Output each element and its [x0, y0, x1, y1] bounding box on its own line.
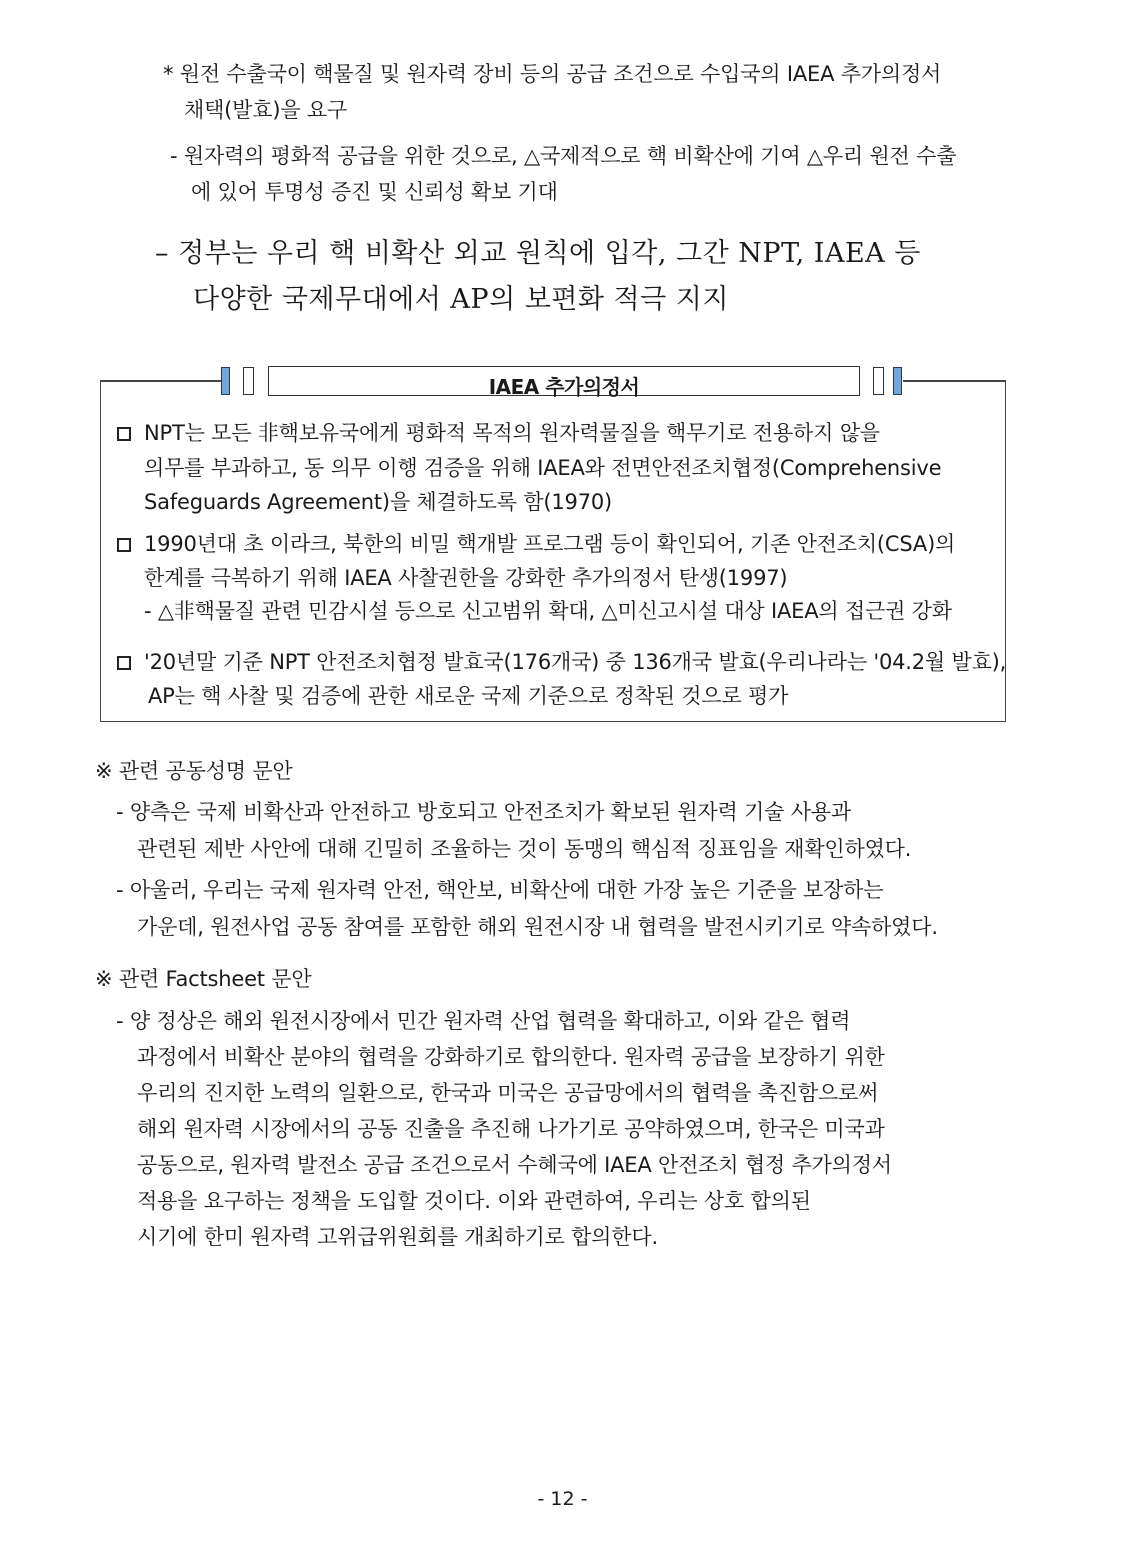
note-star-line-1: * 원전 수출국이 핵물질 및 원자력 장비 등의 공급 조건으로 수입국의 IAEA 추가의정서 [163, 62, 942, 86]
box-title-frame [268, 366, 860, 399]
box-top-line-left [100, 380, 221, 382]
factsheet-line-5: 공동으로, 원자력 발전소 공급 조건으로서 수혜국에 IAEA 안전조치 협정 추가의정서 [137, 1153, 892, 1177]
joint-statement-p2-line-1: - 아울러, 우리는 국제 원자력 안전, 핵안보, 비확산에 대한 가장 높은 기준을 보장하는 [116, 878, 884, 902]
joint-statement-p1-line-1: - 양측은 국제 비확산과 안전하고 방호되고 안전조치가 확보된 원자력 기술 사용과 [116, 800, 851, 824]
box-item-3-line-2: AP는 핵 사찰 및 검증에 관한 새로운 국제 기준으로 정착된 것으로 평가 [148, 684, 789, 708]
factsheet-line-7: 시기에 한미 원자력 고위급위원회를 개최하기로 합의한다. [137, 1225, 658, 1249]
box-item-1-line-3: Safeguards Agreement)을 체결하도록 함(1970) [144, 490, 613, 514]
page-number: - 12 - [537, 1488, 588, 1510]
decor-right-blue-bar [893, 367, 902, 395]
policy-line-1: – 정부는 우리 핵 비확산 외교 원칙에 입각, 그간 NPT, IAEA 등 [155, 238, 921, 269]
factsheet-line-6: 적용을 요구하는 정책을 도입할 것이다. 이와 관련하여, 우리는 상호 합의된 [137, 1189, 811, 1213]
decor-left-blue-bar [221, 367, 230, 395]
factsheet-line-4: 해외 원자력 시장에서의 공동 진출을 추진해 나가기로 공약하였으며, 한국은 미국과 [137, 1117, 885, 1141]
box-item-2-line-2: 한계를 극복하기 위해 IAEA 사찰권한을 강화한 추가의정서 탄생(1997) [144, 566, 788, 590]
joint-statement-p1-line-2: 관련된 제반 사안에 대해 긴밀히 조율하는 것이 동맹의 핵심적 징표임을 재확인하였다. [137, 837, 912, 861]
checkbox-bullet-icon [117, 656, 131, 670]
factsheet-heading: ※ 관련 Factsheet 문안 [95, 967, 312, 991]
checkbox-bullet-icon [117, 427, 131, 441]
box-item-2-line-1: 1990년대 초 이라크, 북한의 비밀 핵개발 프로그램 등이 확인되어, 기존 안전조치(CSA)의 [144, 532, 956, 556]
box-item-3-line-1: '20년말 기준 NPT 안전조치협정 발효국(176개국) 중 136개국 발효(우리나라는 '04.2월 발효), [144, 650, 1007, 674]
checkbox-bullet-icon [117, 538, 131, 552]
joint-statement-heading: ※ 관련 공동성명 문안 [95, 759, 293, 783]
box-item-2-sub: - △非핵물질 관련 민감시설 등으로 신고범위 확대, △미신고시설 대상 IAEA의 접근권 강화 [144, 599, 952, 623]
box-item-1-line-1: NPT는 모든 非핵보유국에게 평화적 목적의 원자력물질을 핵무기로 전용하지 않을 [144, 421, 880, 445]
factsheet-line-2: 과정에서 비확산 분야의 협력을 강화하기로 합의한다. 원자력 공급을 보장하기 위한 [137, 1045, 885, 1069]
decor-right-outline-bar [873, 367, 884, 395]
note-dash-line-1: - 원자력의 평화적 공급을 위한 것으로, △국제적으로 핵 비확산에 기여 △우리 원전 수출 [170, 144, 957, 168]
factsheet-line-1: - 양 정상은 해외 원전시장에서 민간 원자력 산업 협력을 확대하고, 이와 같은 협력 [116, 1009, 851, 1033]
joint-statement-p2-line-2: 가운데, 원전사업 공동 참여를 포함한 해외 원전시장 내 협력을 발전시키기로 약속하였다. [137, 915, 938, 939]
box-item-1-line-2: 의무를 부과하고, 동 의무 이행 검증을 위해 IAEA와 전면안전조치협정(Comprehensive [144, 456, 942, 480]
note-dash-line-2: 에 있어 투명성 증진 및 신뢰성 확보 기대 [191, 180, 558, 204]
factsheet-line-3: 우리의 진지한 노력의 일환으로, 한국과 미국은 공급망에서의 협력을 촉진함으로써 [137, 1081, 879, 1105]
decor-left-outline-bar [243, 367, 254, 395]
note-star-line-2: 채택(발효)을 요구 [184, 98, 348, 122]
box-title: IAEA 추가의정서 [488, 375, 640, 399]
box-top-line-right [903, 380, 1006, 382]
policy-line-2: 다양한 국제무대에서 AP의 보편화 적극 지지 [193, 284, 729, 315]
